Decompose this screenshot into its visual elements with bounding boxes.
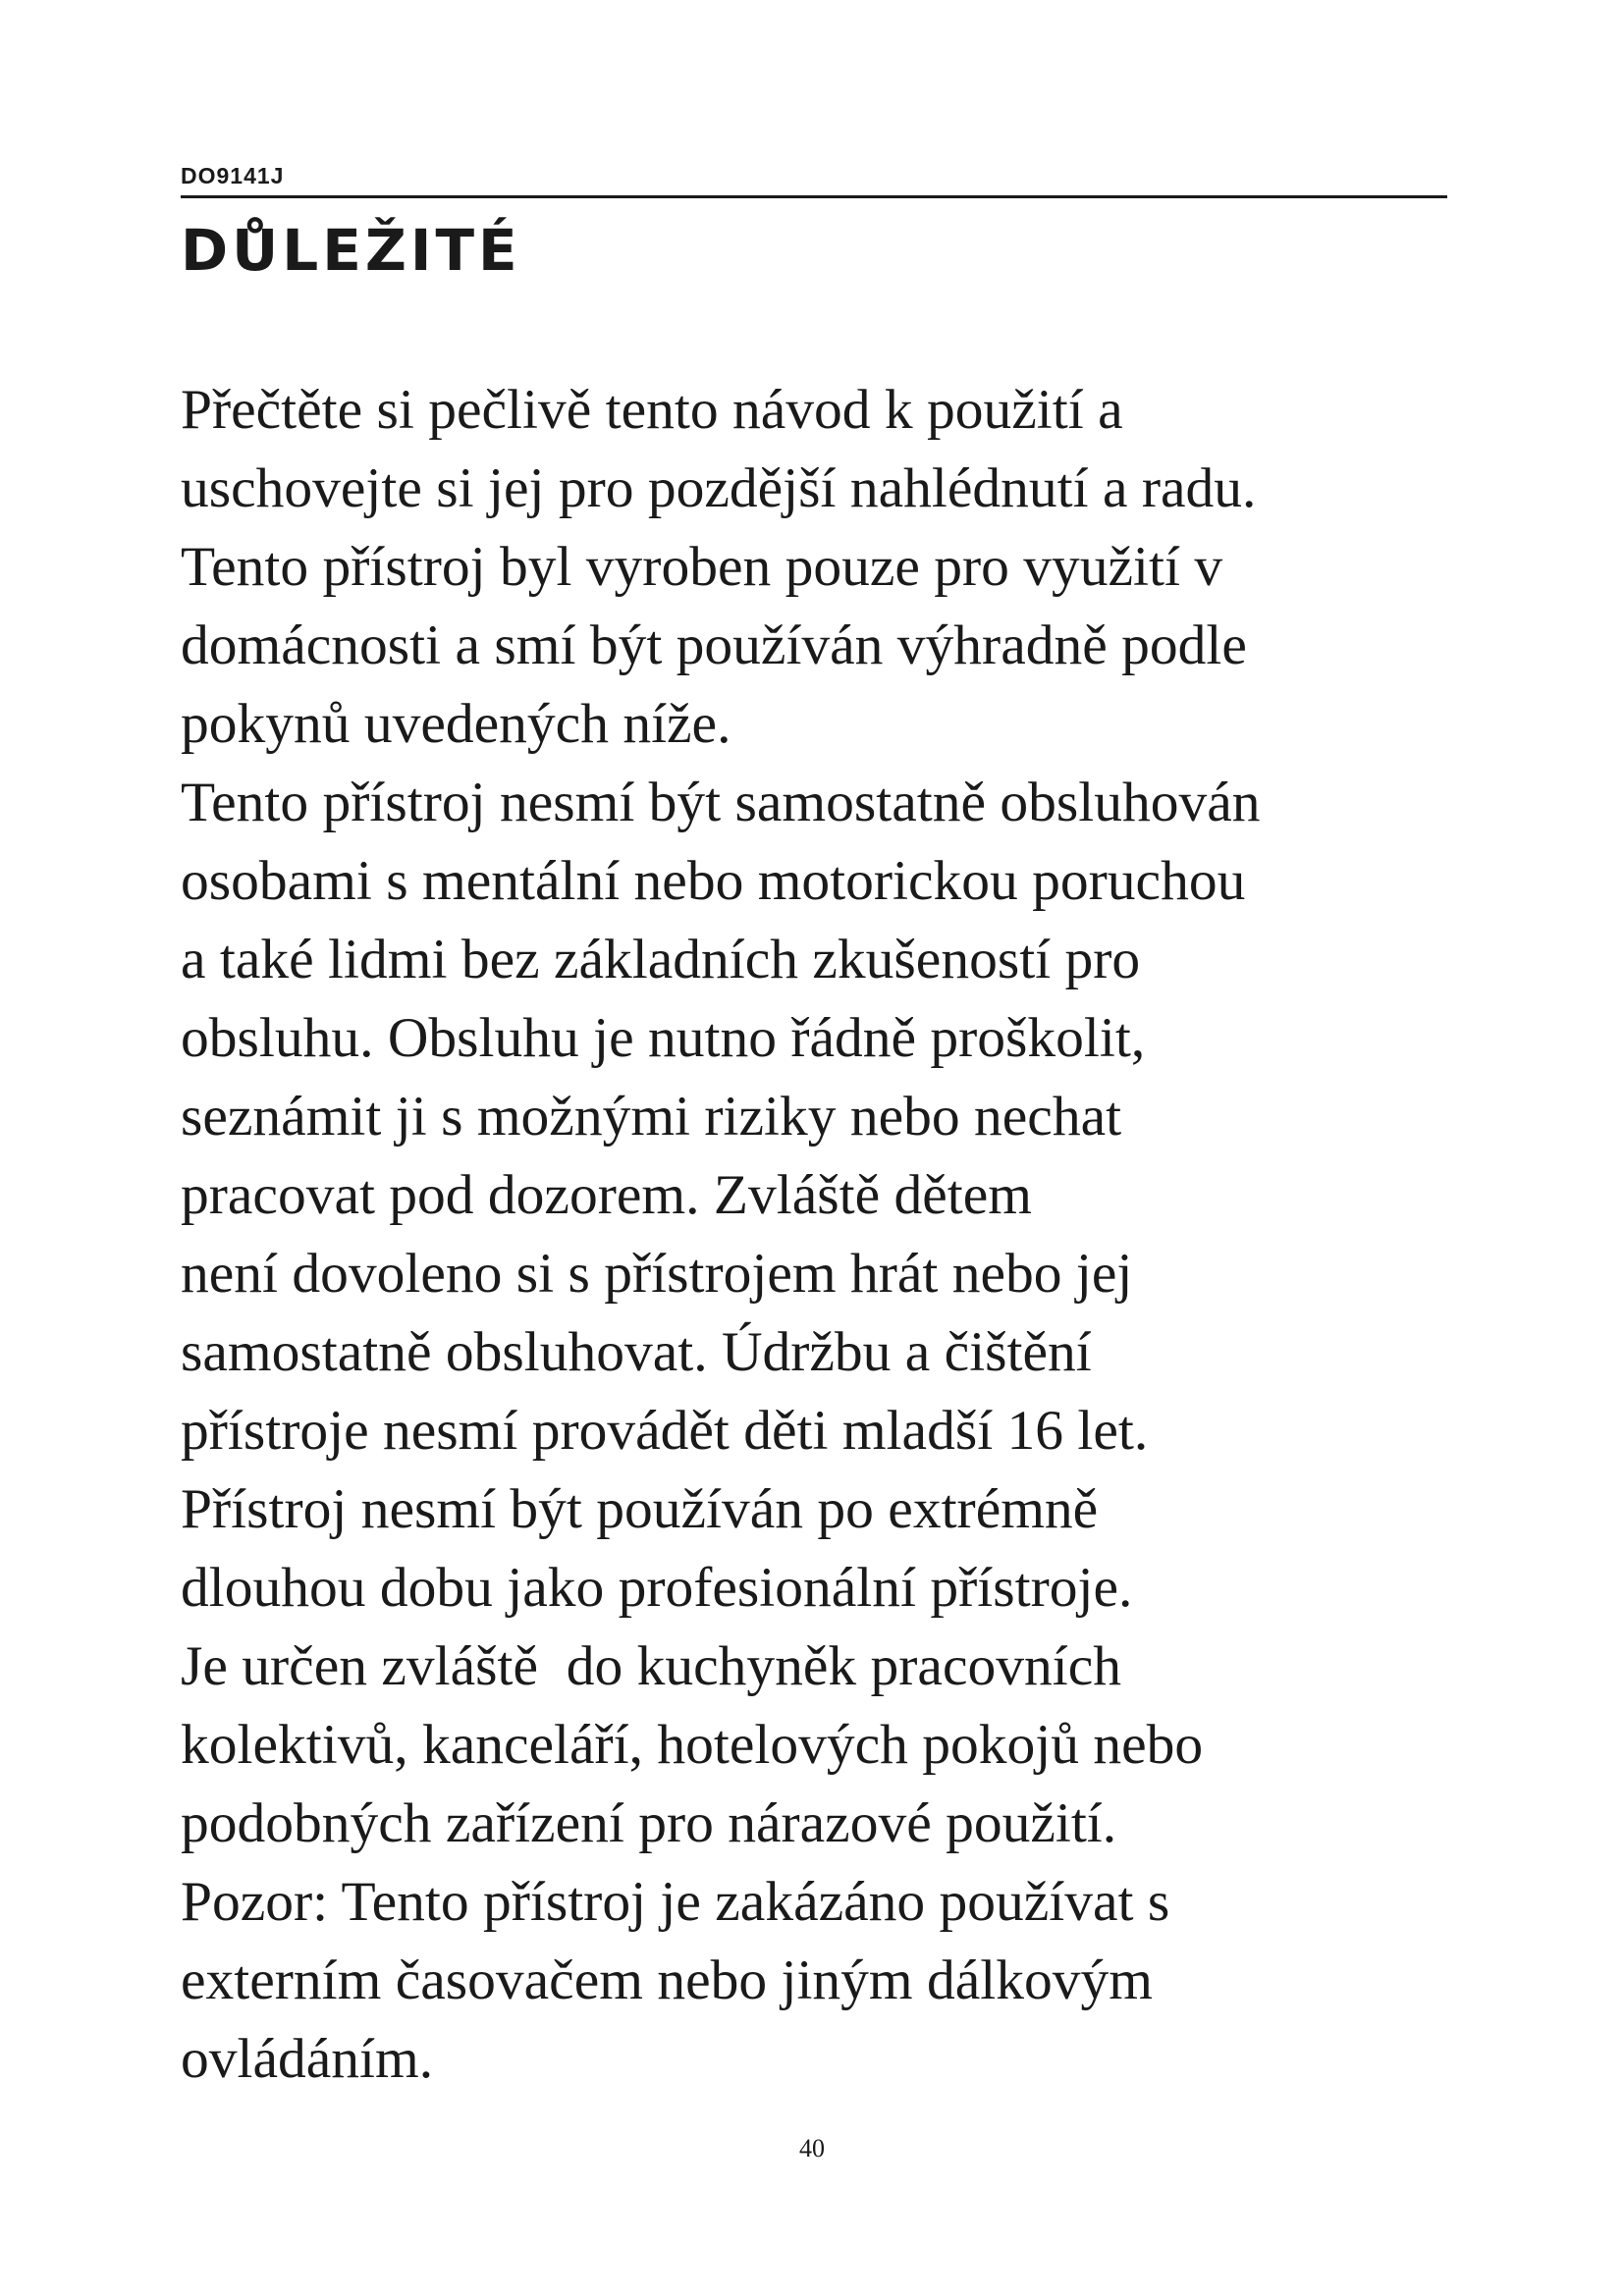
page-title: DŮLEŽITÉ xyxy=(181,217,521,284)
text-line: pokynů uvedených níže. xyxy=(181,693,731,755)
text-line: Přístroj nesmí být používán po extrémně xyxy=(181,1478,1099,1540)
text-line: externím časovačem nebo jiným dálkovým xyxy=(181,1949,1153,2011)
text-line: Přečtěte si pečlivě tento návod k použití a xyxy=(181,379,1123,441)
text-line: samostatně obsluhovat. Údržbu a čištění xyxy=(181,1321,1092,1383)
text-line: podobných zařízení pro nárazové použití. xyxy=(181,1792,1117,1854)
text-line: seznámit ji s možnými riziky nebo nechat xyxy=(181,1086,1122,1148)
text-line: Pozor: Tento přístroj je zakázáno používat s xyxy=(181,1871,1170,1933)
text-line: obsluhu. Obsluhu je nutno řádně proškolit, xyxy=(181,1007,1146,1069)
body-text xyxy=(181,371,1477,2099)
text-line: osobami s mentální nebo motorickou poruchou xyxy=(181,850,1246,912)
page-number: 40 xyxy=(799,2134,825,2163)
text-line: a také lidmi bez základních zkušeností pro xyxy=(181,929,1141,990)
text-line: přístroje nesmí provádět děti mladší 16 let. xyxy=(181,1400,1149,1462)
text-line: ovládáním. xyxy=(181,2028,434,2090)
text-line: kolektivů, kanceláří, hotelových pokojů nebo xyxy=(181,1714,1204,1776)
text-line: není dovoleno si s přístrojem hrát nebo jej xyxy=(181,1243,1133,1305)
header-divider xyxy=(181,195,1447,198)
text-line: domácnosti a smí být používán výhradně podle xyxy=(181,614,1247,676)
model-code: DO9141J xyxy=(181,163,285,188)
text-line: Tento přístroj byl vyroben pouze pro využití v xyxy=(181,536,1223,598)
text-line: Tento přístroj nesmí být samostatně obsluhován xyxy=(181,772,1261,833)
text-line: Je určen zvláště do kuchyněk pracovních xyxy=(181,1635,1121,1697)
text-line: pracovat pod dozorem. Zvláště dětem xyxy=(181,1164,1032,1226)
text-line: uschovejte si jej pro pozdější nahlédnutí a radu. xyxy=(181,457,1257,519)
text-line: dlouhou dobu jako profesionální přístroje. xyxy=(181,1557,1133,1619)
